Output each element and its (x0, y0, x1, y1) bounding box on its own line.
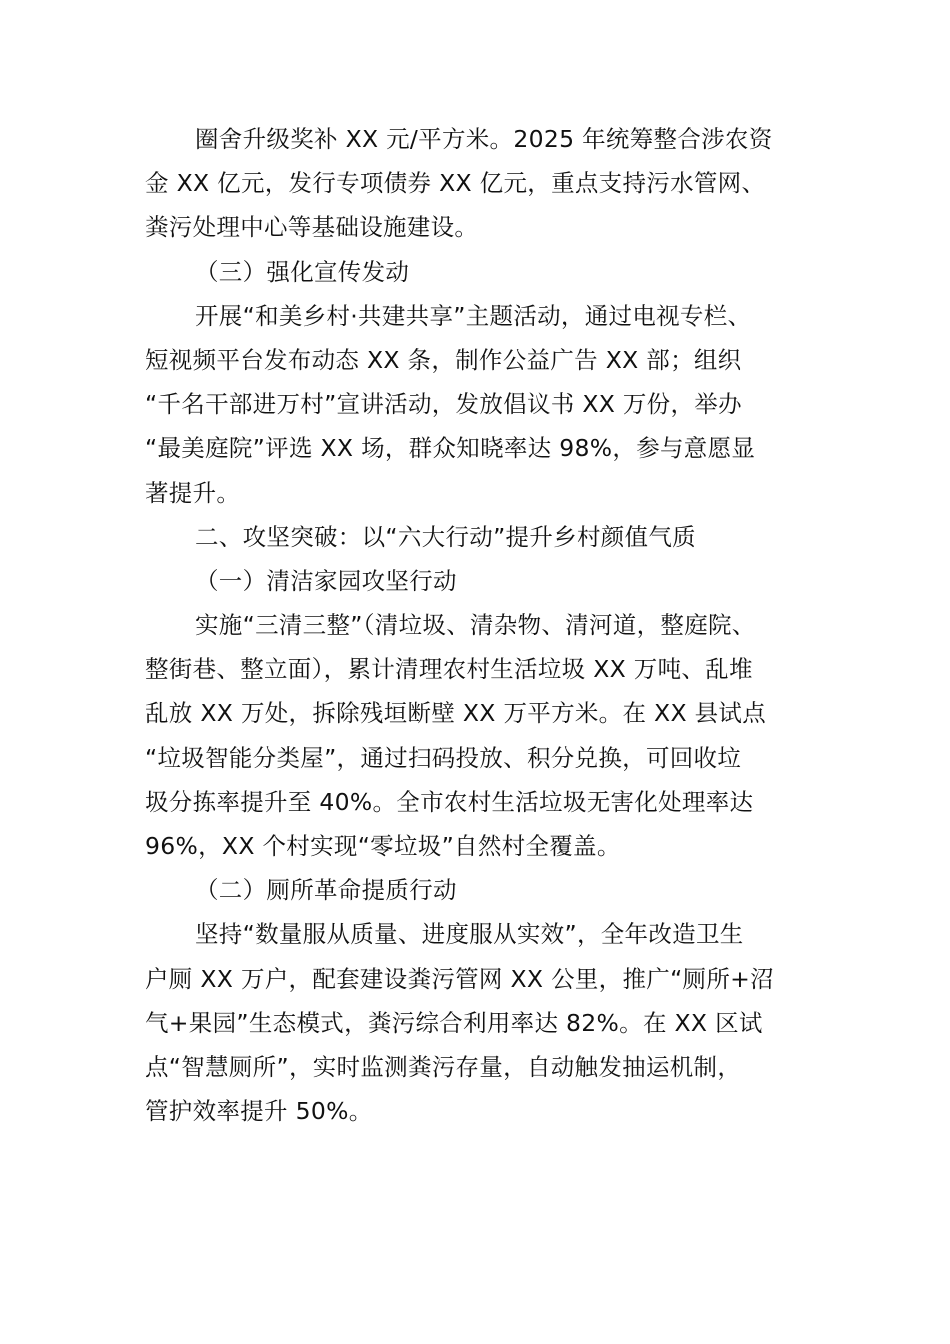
text-line: 96%，XX 个村实现“零垃圾”自然村全覆盖。 (145, 832, 621, 860)
text-line: 金 XX 亿元，发行专项债券 XX 亿元，重点支持污水管网、 (145, 169, 766, 198)
chapter-heading: 二、攻坚突破：以“六大行动”提升乡村颜值气质 (195, 522, 696, 551)
text-line: 著提升。 (145, 478, 241, 507)
text-line: 圈舍升级奖补 XX 元/平方米。2025 年统筹整合涉农资 (195, 125, 773, 153)
document-body (145, 117, 820, 1133)
text-line: 开展“和美乡村·共建共享”主题活动，通过电视专栏、 (195, 301, 752, 330)
section-heading: （二）厕所革命提质行动 (195, 876, 457, 905)
text-line: 户厕 XX 万户，配套建设粪污管网 XX 公里，推广“厕所+沼 (145, 964, 774, 993)
text-line: 气+果园”生态模式，粪污综合利用率达 82%。在 XX 区试 (145, 1008, 763, 1037)
section-heading: （三）强化宣传发动 (195, 257, 410, 286)
text-line: “千名干部进万村”宣讲活动，发放倡议书 XX 万份，举办 (145, 390, 742, 419)
text-line: 圾分拣率提升至 40%。全市农村生活垃圾无害化处理率达 (145, 787, 754, 816)
text-line: 短视频平台发布动态 XX 条，制作公益广告 XX 部；组织 (145, 345, 742, 374)
text-line: 管护效率提升 50%。 (145, 1097, 373, 1126)
text-line: 点“智慧厕所”，实时监测粪污存量，自动触发抽运机制， (145, 1052, 742, 1081)
text-line: “垃圾智能分类屋”，通过扫码投放、积分兑换，可回收垃 (145, 743, 742, 772)
section-heading: （一）清洁家园攻坚行动 (195, 566, 457, 595)
text-line: 坚持“数量服从质量、进度服从实效”，全年改造卫生 (195, 920, 744, 949)
text-line: 乱放 XX 万处，拆除残垣断壁 XX 万平方米。在 XX 县试点 (145, 699, 767, 728)
text-line: 整街巷、整立面），累计清理农村生活垃圾 XX 万吨、乱堆 (145, 655, 753, 684)
text-line: 粪污处理中心等基础设施建设。 (145, 213, 479, 242)
text-line: 实施“三清三整”（清垃圾、清杂物、清河道，整庭院、 (195, 611, 756, 640)
text-line: “最美庭院”评选 XX 场，群众知晓率达 98%，参与意愿显 (145, 434, 756, 463)
